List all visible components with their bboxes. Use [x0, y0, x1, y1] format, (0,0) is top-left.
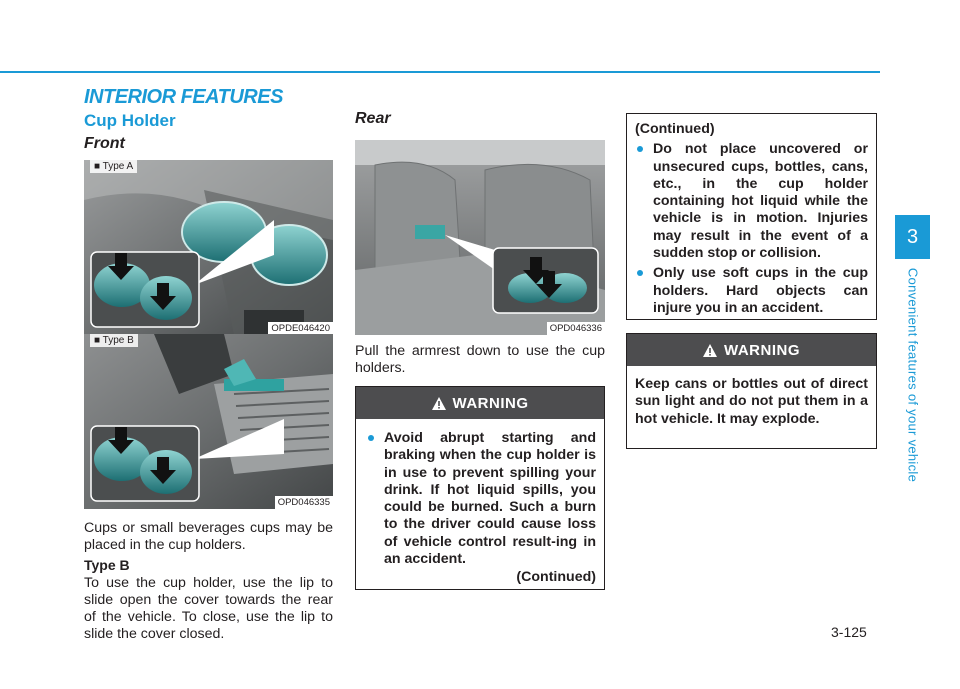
- rear-heading: Rear: [355, 110, 391, 127]
- bullet-dot-icon: [368, 435, 374, 441]
- warning-header-2: [627, 334, 876, 366]
- type-b-heading: Type B: [84, 557, 130, 573]
- warning-title-1: WARNING: [452, 394, 529, 412]
- front-heading: Front: [84, 135, 125, 152]
- bullet-dot-icon: [637, 270, 643, 276]
- rear-cup-holder-image: [355, 140, 605, 335]
- warning-1-continued: (Continued): [516, 569, 596, 586]
- image-code-rear: OPD046336: [547, 322, 605, 335]
- continued-warning-box: [626, 113, 877, 320]
- header-rule: [0, 71, 880, 73]
- warning-triangle-icon: [432, 397, 446, 410]
- section-title: INTERIOR FEATURES: [84, 86, 283, 108]
- rear-paragraph: Pull the armrest down to use the cup holders.: [355, 343, 605, 376]
- continued-label: (Continued): [635, 121, 715, 137]
- type-a-label: ■ Type A: [90, 160, 137, 173]
- warning-triangle-icon: [703, 344, 717, 357]
- image-code-a: OPDE046420: [268, 322, 333, 335]
- warning-box-2: [626, 333, 877, 449]
- cup-holder-type-a-image: [84, 160, 333, 335]
- page-number: 3-125: [831, 624, 867, 640]
- chapter-tab: 3: [895, 215, 930, 259]
- warning-1-item: Avoid abrupt starting and braking when the cup holder is in use to prevent spilling your drink. If hot liquid spills, you could be burned. Such a burn to the driver could cause loss of vehicle control result-ing in an accident.: [366, 430, 596, 568]
- warning-header-1: [356, 387, 604, 419]
- type-b-paragraph: To use the cup holder, use the lip to slide open the cover towards the rear of the vehicle. To close, use the lip to slide the cover closed.: [84, 575, 333, 642]
- warning-title-2: WARNING: [724, 341, 800, 359]
- cup-holder-type-b-image: [84, 334, 333, 509]
- continued-item-2: Only use soft cups in the cup holders. Hard objects can injure you in an accident.: [635, 265, 868, 317]
- warning-box-1: [355, 386, 605, 590]
- image-code-b: OPD046335: [275, 496, 333, 509]
- type-b-label: ■ Type B: [90, 334, 138, 347]
- continued-item-1: Do not place uncovered or unsecured cups, bottles, cans, etc., in the cup holder containing hot liquid while the vehicle is in motion. Injuries may result in the event of a sudden stop or collision.: [635, 141, 868, 262]
- cup-holder-title: Cup Holder: [84, 111, 176, 130]
- bullet-dot-icon: [637, 146, 643, 152]
- warning-2-text: Keep cans or bottles out of direct sun light and do not put them in a hot vehicle. It may explode.: [635, 376, 868, 427]
- intro-paragraph: Cups or small beverages cups may be placed in the cup holders.: [84, 520, 333, 553]
- chapter-title: Convenient features of your vehicle: [905, 267, 921, 483]
